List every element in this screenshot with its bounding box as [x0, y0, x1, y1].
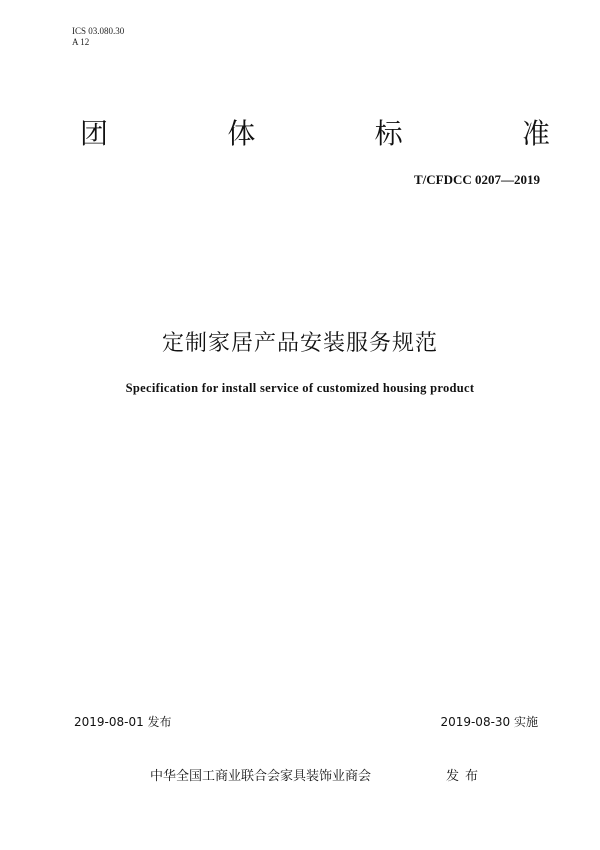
ics-code: ICS 03.080.30 [72, 26, 125, 36]
document-title-en: Specification for install service of customized housing product [125, 381, 475, 395]
implement-date: 2019-08-30 实施 [440, 715, 538, 729]
standard-code: T/CFDCC 0207—2019 [413, 172, 540, 187]
document-title-cn: 定制家居产品安装服务规范 [161, 331, 438, 356]
standard-type-char: 体 [227, 117, 256, 150]
publisher-name: 中华全国工商业联合会家具装饰业商会 [150, 769, 372, 784]
standard-type-heading [80, 112, 550, 152]
classification-block [72, 26, 124, 48]
standard-type-char: 团 [80, 117, 109, 150]
ccs-code: A 12 [72, 37, 90, 47]
standard-type-char: 标 [374, 117, 403, 150]
publish-date: 2019-08-01 发布 [74, 715, 172, 729]
publish-action: 发布 [446, 769, 485, 784]
standard-type-char: 准 [521, 117, 550, 150]
